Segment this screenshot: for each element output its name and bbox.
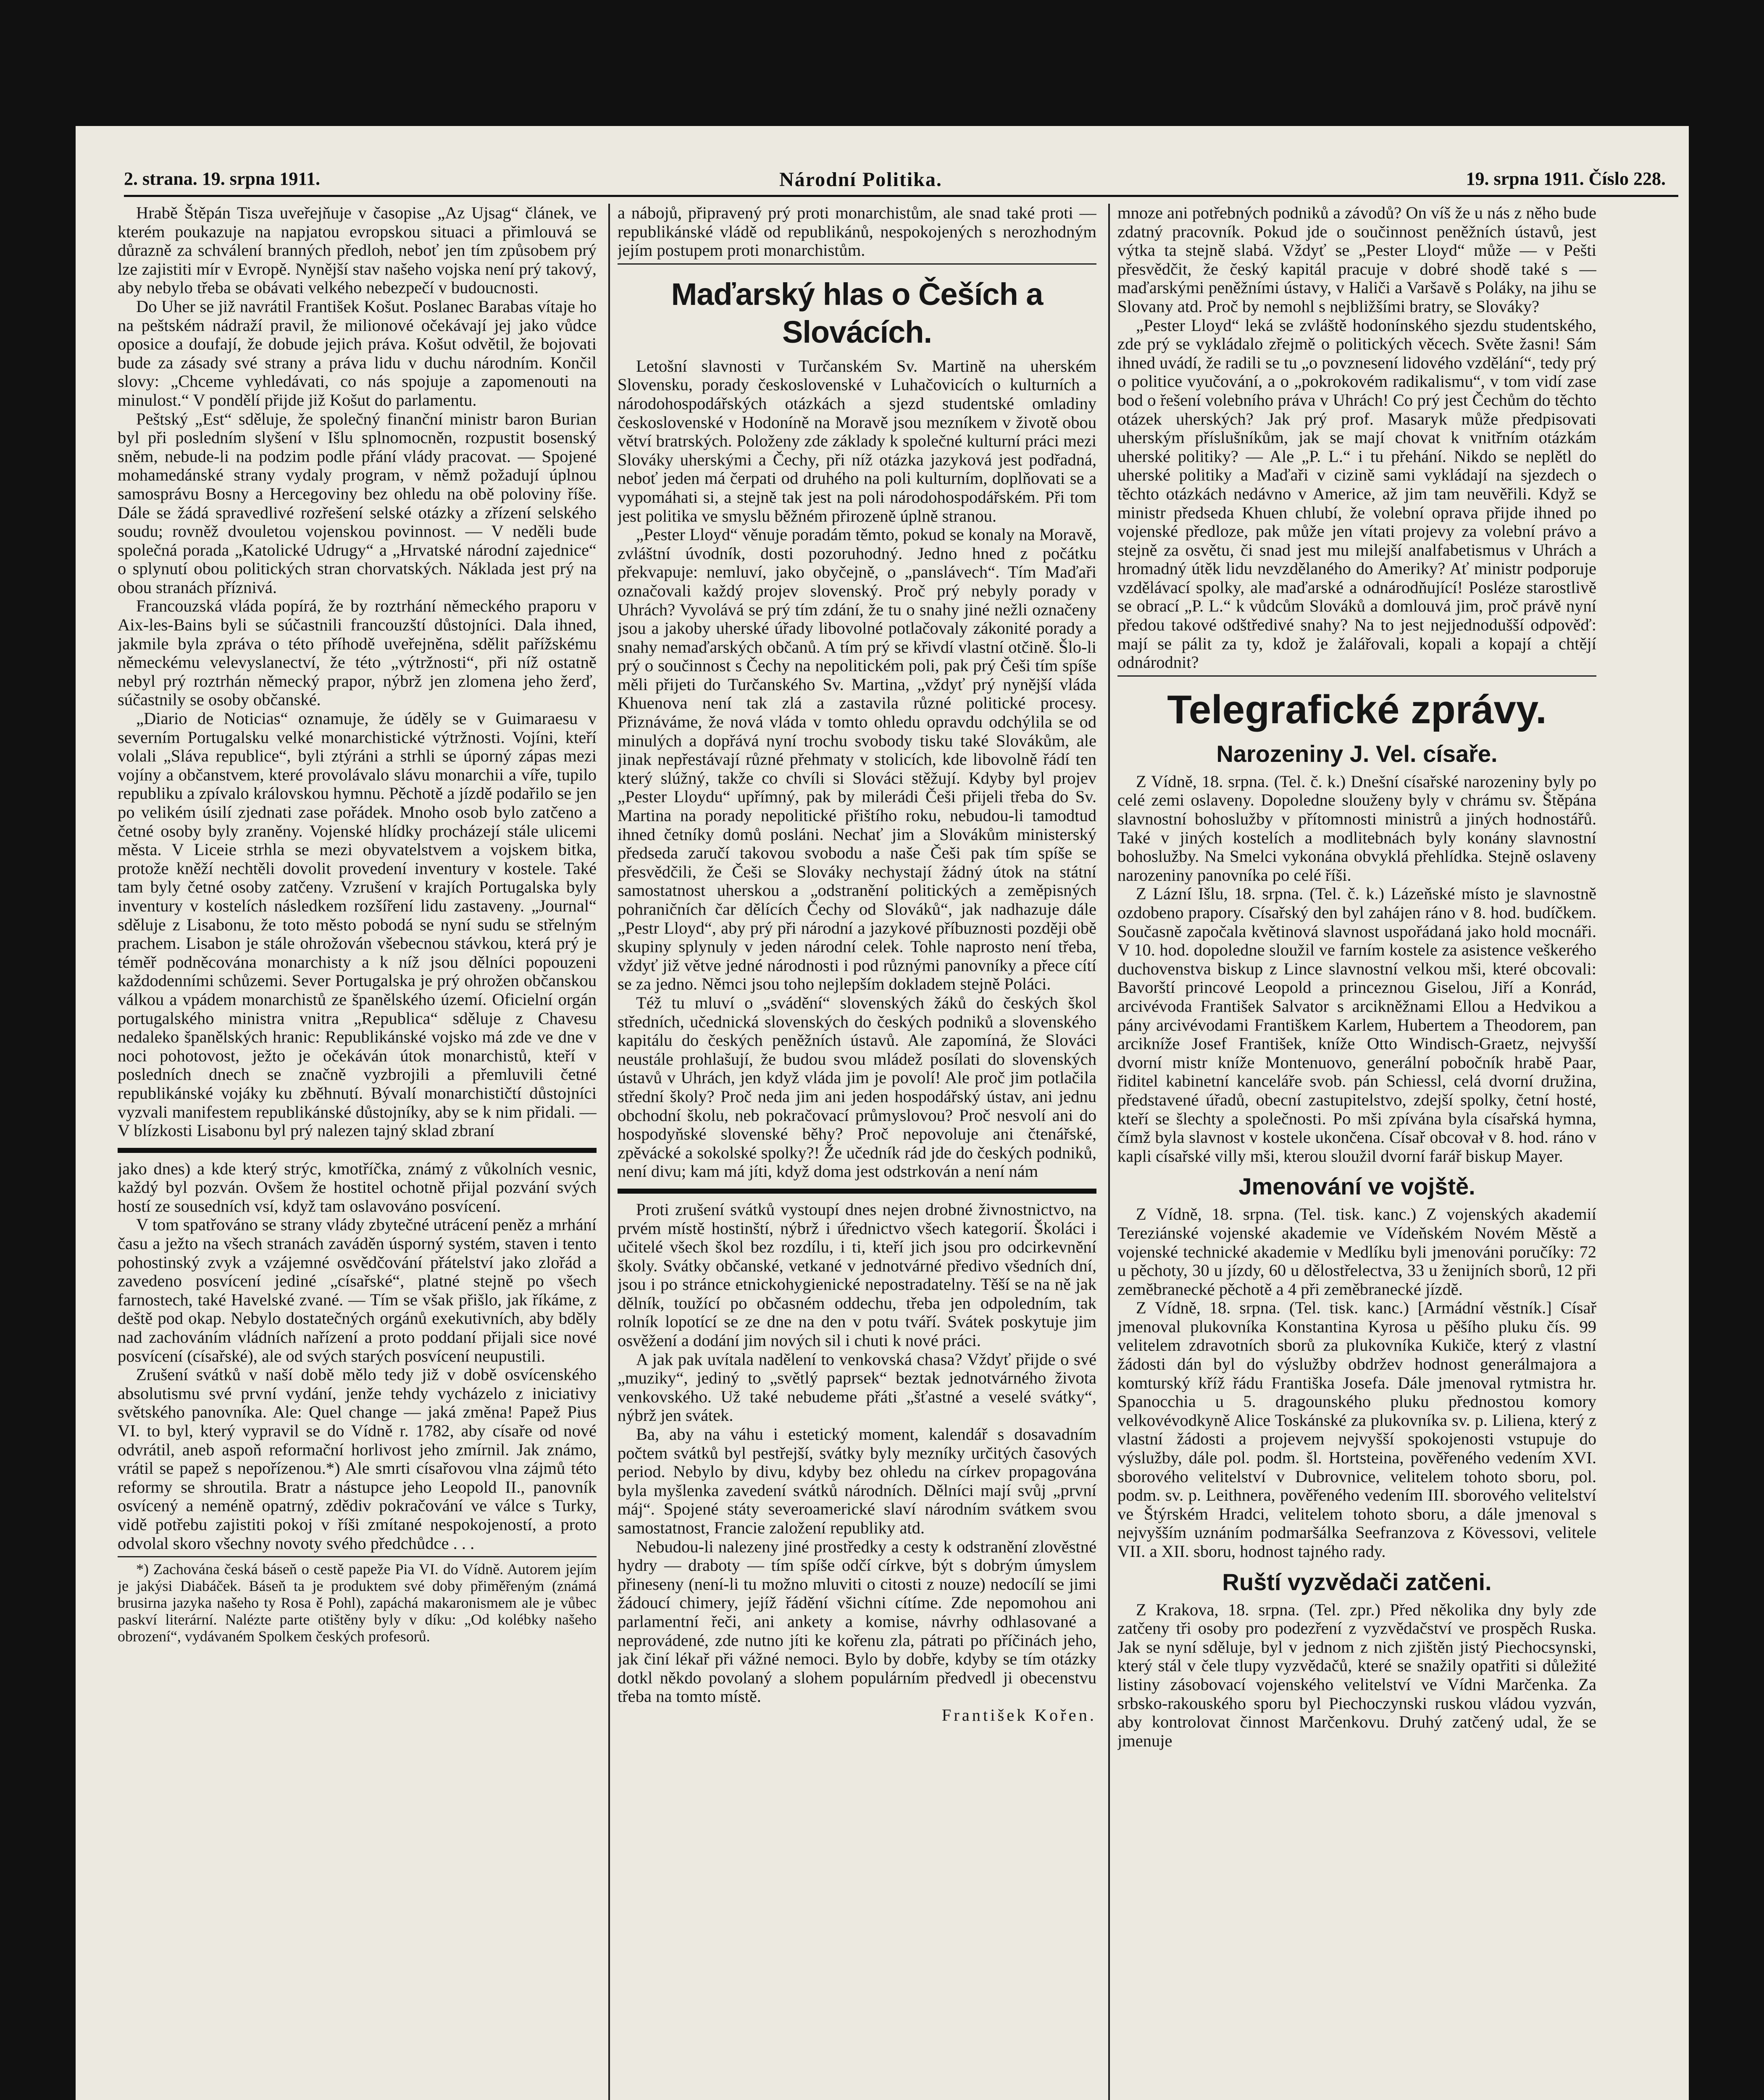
column-2 — [618, 204, 1096, 2100]
feuilleton-paragraph: V tom spatřováno se strany vlády zbytečné utrácení peněz a mrhání času a ježto na všech stranách zaváděn úsporný systém, staven i tento pohostinský zvyk a vzájemné osvědčování přátelství jako zlořád a zavedeno posvícení jediné „císařské“, platné stejně po všech farnostech, také Havelské zvané. — Tím se však přišlo, jak říkáme, z deště pod okap. Nebylo dostatečných orgánů exekutivních, aby bděly nad zachováním vládních nařízení a proto poddaní přijali sice nové posvícení (císařské), ale od svých starých posvícení neupustili. — [118, 1215, 597, 1365]
article-paragraph: Do Uher se již navrátil František Košut. Poslanec Barabas vítaje ho na peštském nádraží pravil, že milionové očekávají jej jako vůdce oposice a doufají, že dobude jejich práva. Košut odvětil, že bojovati bude za zásady své strany a práva lidu v duchu národním. Končil slovy: „Chceme vyhledávati, co nás spojuje a zapomenouti na minulost.“ V pondělí přijde již Košut do parlamentu. — [118, 297, 597, 410]
author-signature: František Kořen. — [941, 1705, 1096, 1725]
feuilleton-rule — [118, 1148, 597, 1153]
article-paragraph: mnoze ani potřebných podniků a závodů? On víš že u nás z něho bude zdatný pracovník. Pokud jde o součinnost peněžních ústavů, jest výtka ta stejně slabá. Vždyť se „Pester Lloyd“ může — v Pešti přesvědčit, že český kapitál pracuje v dobré shodě také s — maďarskými peněžními ústavy, v Haliči a Varšavě s Poláky, na jihu se Slovany atd. Proč by nemohl s nejbližšími bratry, se Slováky? — [1117, 204, 1596, 316]
section-headline-telegrams: Telegrafické zprávy. — [1167, 687, 1547, 732]
article-paragraph: „Diario de Noticias“ oznamuje, že úděly se v Guimaraesu v severním Portugalsku velké monarchistické výtržnosti. Vojíni, kteří volali „Sláva republice“, byli ztýráni a strhli se úporný zápas mezi vojíny a občanstvem, které provolávalo slávu monarchii a víře, tupilo republiku a zpívalo královskou hymnu. Pěchotě a jízdě podařilo se jen po velikém úsilí zjednati zase pořádek. Mnoho osob bylo zatčeno a četné osoby byly zraněny. Vojenské hlídky procházejí stále ulicemi města. V Liceie strhla se mezi obyvatelstvem a vojskem bitka, protože kněží nechtěli dovolit provedení inventury v kostele. Také tam byly četné osoby zatčeny. Vzrušení v krajích Portugalska byly inventury v kostelích následkem rozšíření lidu zastaveny. „Journal“ sděluje z Lisabonu, že toto město pobodá se nyní sudu se střelným prachem. Lisabon je stále ohrožován všebecnou stávkou, která prý je téměř podněcována monarchisty a k níž jsou dělníci popouzeni každodenními schůzemi. Sever Portugalska je prý ohrožen občanskou válkou a vpádem monarchistů ze španělského území. Oficielní orgán portugalského ministra vnitra „Republica“ sděluje z Chavesu nedaleko španělských hranic: Republikánské vojsko má zde ve dne v noci pohotovost, ježto je očekáván útok monarchistů, kteří v posledních dnech se značně vyzbrojili a přemluvili četné republikánské vojáky ku zběhnutí. Bývalí monarchističtí důstojníci vyzvali manifestem republikánské důstojníky, aby se k nim přidali. — V blízkosti Lisabonu byl prý nalezen tajný sklad zbraní — [118, 709, 597, 1140]
article-paragraph: Peštský „Est“ sděluje, že společný finanční ministr baron Burian byl při posledním slyšení v Išlu splnomocněn, rozpustit bosenský sněm, nebude-li na podzim podle přání vlády pracovat. — Spojené mohamedánské strany vydaly program, v němž požadují úplnou samosprávu Bosny a Hercegoviny bez ohledu na obě poloviny říše. Dále se žádá spravedlivé rozřešení selské otázky a zřízení selského soudu; rovněž dvouletou vojenskou povinnost. — V neděli bude společná porada „Katolické Udrugy“ a „Hrvatské národní zajednice“ o splynutí obou politických stran chorvatských. Náklada jest prý na obou stranách příznivá. — [118, 409, 597, 597]
news-paragraph: Z Vídně, 18. srpna. (Tel. tisk. kanc.) [Armádní věstník.] Císař jmenoval plukovníka Konstantina Kyrosa u pěšího pluku čís. 99 velitelem zdravotních sborů za plukovníka Kukiče, který z vlastní žádosti dán byl do výslužby obdržev hodnost generálmajora a komturský kříž řádu Františka Josefa. Dále jmenoval rytmistra hr. Spanocchia u 5. dragounského pluku přednostou komory velkovévodkyně Alice Toskánské za plukovníka sv. p. Liliena, který z vlastní žádosti a projevem nejvyšší spokojenosti vstupuje do výslužby, dále pol. podm. šl. Hortsteina, pověřeného vedením XVI. sborového velitelství v Dubrovnice, velitelem tohoto sboru, pol. podm. sv. p. Leithnera, pověřeného vedením III. sborového velitelství ve Štýrském Hradci, velitelem tohoto sboru, a dále jmenoval s nejvyšším uznáním podmaršálka Seefranzova z Kövessovi, velitele VII. a XII. sboru, hodnost tajného rady. — [1117, 1298, 1596, 1561]
subheadline-birthday: Narozeniny J. Vel. císaře. — [1216, 740, 1498, 767]
header-rule — [124, 195, 1678, 197]
article-paragraph: Hrabě Štěpán Tisza uveřejňuje v časopise „Az Ujsag“ článek, ve kterém poukazuje na napjatou evropskou situaci a přimlouvá se důrazně za schválení branných předloh, neboť jen tím způsobem prý lze zajistiti mír v Evropě. Nynější stav našeho vojska není prý takový, aby nebylo třeba se obávati velkého nebezpečí v budoucnosti. — [118, 204, 597, 297]
article-paragraph: Též tu mluví o „svádění“ slovenských žáků do českých škol středních, učednická slovenských do českých podniků a slovenského kapitálu do českých peněžních ústavů. Ale zapomíná, že Slováci neustále prohlašují, že budou svou mládež posílati do slovenských ústavů v Uhrách, jen když vláda jim je povolí! Ale proč jim potlačila střední školy? Proč neda jim ani jeden hospodářský ústav, ani jednu obchodní školu, neb pokračovací průmyslovou? Proč nesvolí ani do hospodyňské slovenské běhy? Proč nepovoluje ani čtenářské, zpěvácké a sokolské spolky?! Že učedník rád jde do českých podniků, není divu; kam má jíti, když doma jest odstrkován a není nám — [618, 993, 1096, 1181]
article-paragraph: Letošní slavnosti v Turčanském Sv. Martině na uherském Slovensku, porady československé v Luhačovicích o kulturních a národohospodářských otázkách a sjezd studentské omladiny československé v Hodoníně na Moravě jsou mezníkem v životě obou větví bratrských. Položeny zde základy k společné kulturní práci mezi Slováky uherskými a Čechy, při níž otázka jazyková jest podřadná, neboť jeden má čerpati od druhého na poli kulturním, doplňovati se a vypomáhati si, a stejně tak jest na poli národohospodářském. Při tom jest politika ve smyslu běžném přirozeně úplně stranou. — [618, 356, 1096, 525]
news-paragraph: Z Krakova, 18. srpna. (Tel. zpr.) Před několika dny byly zde zatčeny tři osoby pro podezření z vyzvědačství ve prospěch Ruska. Jak se nyní sděluje, byl v jednom z nich zjištěn jistý Piechocsynski, který stál v čele tlupy vyzvědačů, které se snažily opatřiti si důležité listiny zásobovací vojenského velitelství ve Vídni Marčenka. Za srbsko-rakouského sporu byl Piechoczynski ruskou vládou vyzván, aby kontrolovat činnost Marčenkovu. Druhý zatčený udal, že se jmenuje — [1117, 1600, 1596, 1750]
subheadline-appointments: Jmenování ve vojště. — [1238, 1173, 1475, 1200]
page-header — [124, 168, 1689, 194]
header-issue: 19. srpna 1911. Číslo 228. — [1466, 168, 1666, 189]
header-page-date: 2. strana. 19. srpna 1911. — [124, 168, 320, 189]
subheadline-spies: Ruští vyzvědači zatčeni. — [1222, 1568, 1492, 1595]
article-headline: Maďarský hlas o Češích a Slovácích. — [671, 276, 1043, 349]
section-rule — [1117, 675, 1596, 677]
feuilleton-paragraph: Zrušení svátků v naší době mělo tedy již v době osvícenského absolutismu své první vydání, jenže tehdy vycházelo z iniciativy světského panovníka. Ale: Quel change — jaká změna! Papež Pius VI. to byl, který vypravil se do Vídně r. 1782, aby císaře od nové odvrátil, aneb aspoň reformační horlivost jeho zmírnil. Jak známo, vrátil se papež s nepořízenou.*) Ale smrti císařovou vlna zájmů této reformy se shroutila. Bratr a nástupce jeho Leopold II., panovník osvícený a neméně opatrný, zdědiv pokračování ve válce s Turky, vidě potřebu zajistiti pokoj v říši zmítané nespokojeností, a proto odvolal skoro všechny novoty svého předchůdce . . . — [118, 1365, 597, 1553]
article-paragraph: a nábojů, připravený prý proti monarchistům, ale snad také proti — republikánské vládě od republikánů, nespokojených s nerozhodným jejím postupem proti monarchistům. — [618, 204, 1096, 260]
article-paragraph: „Pester Lloyd“ věnuje poradám těmto, pokud se konaly na Moravě, zvláštní úvodník, dosti pozoruhodný. Jedno hned z počátku překvapuje: nemluví, jako obyčejně, o „panslávech“. Tím Maďaři označovali každý projev slovenský. Proč prý nebyly porady v Uhrách? Vyvolává se prý tím zdání, že tu o snahy jiné nežli označeny jsou a jakoby uherské úřady libovolné potlačovaly zákonité porady a snahy nemaďarských občanů. A tím prý se křivdí vlastní otčině. Šlo-li prý o součinnost s Čechy na nepolitickém poli, pak prý Češi tím spíše měli přijeti do Turčanského Sv. Martina, „vždyť prý nynější vláda Khuenova není tak zlá a zastavila různé politické procesy. Přiznáváme, že nová vláda v tomto ohledu opravdu odchýlila se od minulých a dopřává nyní trochu svobody tisku také Slovákům, ale jinak nepřestávají různé přehmaty v stolicích, kde libovolně řádí ten který slúžný, takže co chvíli si Slováci stěžují. Kdyby byl projev „Pester Lloydu“ upřímný, pak by milerádi Češi přijeli třeba do Sv. Martina na porady nepolitické přištího roku, nebudou-li tamodtud ihned četníky domů posláni. Nechať jim a Slovákům ministerský předseda zaručí takovou svobodu a naše Češi pak tím spíše se přesvědčili, že Češi se Slováky nechystají žádný útok na státní samostatnost uherskou a „odstranění politických a zeměpisných pohraničních čar dělících Čechy od Slováků“, jak nadhazuje dále „Pestr Lloyd“, aby prý při národní a jazykové příbuznosti později obě skupiny splynuly v jeden národní celek. Tohle naprosto není třeba, vždyť již větve jedné národnosti i pod různými panovníky a přece cítí se za jedno. Němci jsou toho nejlepším dokladem stejně Poláci. — [618, 525, 1096, 994]
column-divider — [608, 204, 610, 2100]
news-paragraph: Z Vídně, 18. srpna. (Tel. tisk. kanc.) Z vojenských akademií Tereziánské vojenské akademie ve Vídeňském Novém Městě a vojenské technické akademie v Medlíku byli jmenováni poručíky: 72 u pěchoty, 30 u jízdy, 60 u dělostřelectva, 33 u ženijních sborů, 12 při zeměbranecké pěchotě a 4 při zeměbranecké jízdě. — [1117, 1205, 1596, 1299]
section-rule — [618, 263, 1096, 265]
article-paragraph: Francouzská vláda popírá, že by roztrhání německého praporu v Aix-les-Bains byli se súčastnili francouzští důstojníci. Dala ihned, jakmile byla zpráva o této příhodě uveřejněna, sdělit pařížskému německému velevyslanectví, že této „výtržnosti“, při níž ostatně nebyl prý roztrhán německý prapor, nýbrž jen zlomena jeho žerď, súčastnily se osoby občanské. — [118, 596, 597, 709]
header-masthead: Národní Politika. — [779, 168, 942, 191]
feuilleton-paragraph: Nebudou-li nalezeny jiné prostředky a cesty k odstranění zlověstné hydry — draboty — tím spíše odčí církve, být s dobrým úmyslem přineseny (není-li tu možno mluviti o citosti z nouze) nedocílí se jimi žádoucí chimery, jejíž řádění všichni cítíme. Zde nepomohou ani parlamentní řeči, ani ankety a komise, návrhy odhlasované a neprovádené, zde nutno jíti ke kořenu zla, pátrati po příčinách jeho, jak činí lékař při vážné nemoci. Bylo by dobře, kdyby se tím otázky dotkl někdo povolaný a slohem populárním předvedl ji obecenstvu třeba na tomto místě. — [618, 1537, 1096, 1706]
article-paragraph: „Pester Lloyd“ leká se zvláště hodonínského sjezdu studentského, zde prý se vykládalo zřejmě o politických věcech. Světe žasni! Sám ihned uvádí, že radili se tu „o povznesení lidového vzdělání“, tedy prý o politice vyučování, a o „pokrokovém radikalismu“, v tom vidí zase bod o řešení volebního práva v Uhrách! Co prý jest Čechům do těchto otázek uherských? Jak prý prof. Masaryk může předpisovati uherským příslušníkům, jak se mají chovat k vnitřním otázkám uherské politiky? — Ale „P. L.“ i tu přehání. Nikdo se neplětl do uherské politiky a Maďaři v cizině sami vykládají na sjezdech o těchto otázkách nedávno v Americe, až jim tam neuvěřili. Když se ministr předseda Khuen chlubí, že volební oprava přijde ihned po vojenské předloze, pak může jen vítati projevy za volební právo a stejně za osvětu, či snad jest mu milejší analfabetismus v Uhrách a hromadný útěk lidu nevzdělaného do Ameriky? Ať ministr podporuje vzdělávací spolky, ale maďarské a odnárodňující! Posléze starostlivě se obrací „P. L.“ k vůdcům Slováků a domlouvá jim, proč právě nyní předou takové odštředivé snahy? Na to jest nejjednodušší odpověď: mají se pálit za ty, kdož je žalářovali, kopali a kopají a chtějí odnárodnit? — [1117, 315, 1596, 672]
feuilleton-paragraph: jako dnes) a kde který strýc, kmotříčka, známý z vůkolních vesnic, každý byl pozván. Ovšem že hostitel ochotně přijal pozvání svých hostí ze sousedních vsí, když tam oslavováno posvícení. — [118, 1159, 597, 1215]
newspaper-page — [76, 126, 1689, 2100]
feuilleton-paragraph: A jak pak uvítala nadělení to venkovská chasa? Vždyť přijde o své „muziky“, jediný to „světlý paprsek“ beztak jednotvárného života venkovského. Už také nebudeme přáti „šťastné a veselé svátky“, nýbrž jen svátek. — [618, 1349, 1096, 1425]
column-3 — [1117, 204, 1596, 2100]
feuilleton-paragraph: Ba, aby na váhu i estetický moment, kalendář s dosavadním počtem svátků byl pestřejší, svátky byly mezníky určitých časových period. Nebylo by divu, kdyby bez ohledu na církev propagována byla myšlenka zavedení svátků národních. Dělníci mají svůj „první máj“. Spojené státy severoamerické slaví národním svátkem svou samostatnost, Francie založení republiky atd. — [618, 1425, 1096, 1537]
column-divider — [1108, 204, 1110, 2100]
news-paragraph: Z Vídně, 18. srpna. (Tel. č. k.) Dnešní císařské narozeniny byly po celé zemi oslaveny. Dopoledne slouženy byly v chrámu sv. Štěpána slavnostní bohoslužby v přítomnosti ministrů a jiných hodnostářů. Také v jiných kostelích a modlitebnách byly konány slavnostní bohoslužby. Na Smelci vykonána obvyklá přehlídka. Stejně oslaveny narozeniny panovníka po celé říši. — [1117, 772, 1596, 885]
feuilleton-rule — [618, 1189, 1096, 1194]
footnote: *) Zachována česká báseň o cestě papeže Pia VI. do Vídně. Autorem jejím je jakýsi Diabáček. Báseň ta je produktem své doby přiměřeným (známá brusirna jazyka našeho ty Rosa ě Pohl), zapáchá makaronismem ale je vůbec paskví literární. Nalézte parte otištěny byly v díku: „Od kolébky našeho obrození“, vydávaném Spolkem českých profesorů. — [118, 1561, 597, 1645]
news-paragraph: Z Lázní Išlu, 18. srpna. (Tel. č. k.) Lázeňské místo je slavnostně ozdobeno prapory. Císařský den byl zahájen ráno v 8. hod. budíčkem. Současně započala květinová slavnost uspořádaná jako hold mocnáři. V 10. hod. dopoledne sloužil ve farním kostele za asistence veškerého duchovenstva biskup z Lince slavnostní velkou mši, které obcovali: Bavorští princové Leopold a princeznou Giselou, Jiří a Konrád, arcivévoda František Salvator s arcikněžnami Ellou a Hedvikou a pány arcivévodami Františkem Karlem, Hubertem a Theodorem, pan arcikníže Josef František, kníže Otto Windisch-Graetz, nejvyšší dvorní mistr kníže Montenuovo, generální pobočník hrabě Paar, řiditel kabinetní kanceláře svob. pán Schiessl, celá dvorní družina, představené úřadů, obecní zastupitelstvo, zdejší spolky, četní hosté, kteří se šlechty a společnosti. Po mši zpívána byla císařská hymna, čímž byla slavnost v kostele ukončena. Císař obcovał v 8. hod. ráno v kapli císařské villy mši, kterou sloužil dvorní farář biskup Mayer. — [1117, 884, 1596, 1166]
feuilleton-paragraph: Proti zrušení svátků vystoupí dnes nejen drobné živnostnictvo, na prvém místě hostinští, nýbrž i úřednictvo všech kategorií. Školáci i učitelé všech škol bez rozdílu, i ti, kteří jich jsou pro odcirkevnění školy. Svátky občanské, vetkané v jednotvárné předivo všedních dní, jsou i po stránce etnickohygienické nepostradatelny. Těší se na ně jak dělník, toužící po občasném oddechu, třeba jen odpoledním, tak rolník lopotící se ze dne na den v potu tváří. Svátek poskytuje jim osvěžení a dodání jim nových sil i chuti k nové práci. — [618, 1200, 1096, 1350]
footnote-rule — [118, 1556, 597, 1557]
column-1 — [118, 204, 597, 2100]
